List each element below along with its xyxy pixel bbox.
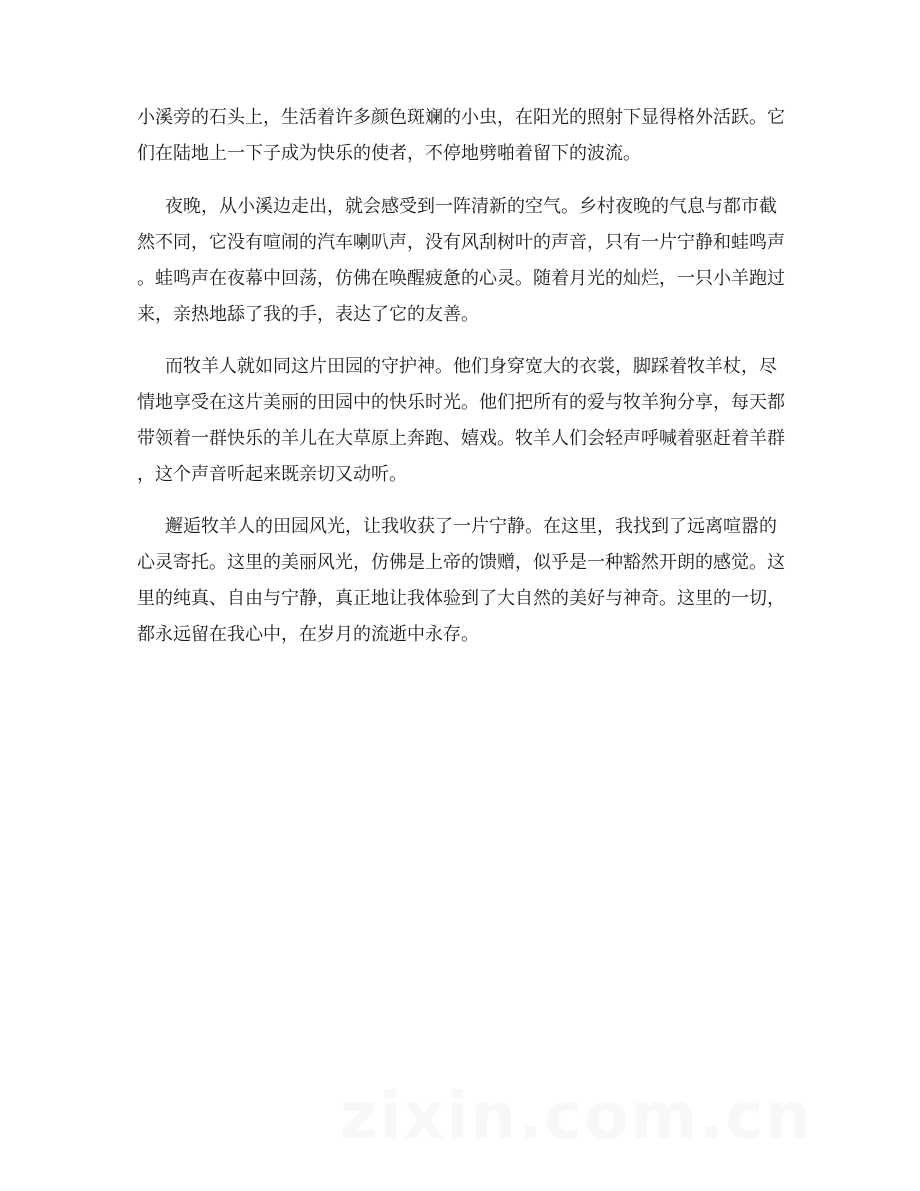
paragraph-line: 。蛙鸣声在夜幕中回荡，仿佛在唤醒疲惫的心灵。随着月光的灿烂，一只小羊跑过 bbox=[137, 268, 785, 289]
paragraph-line: 小溪旁的石头上，生活着许多颜色斑斓的小虫，在阳光的照射下显得格外活跃。它 bbox=[137, 107, 785, 128]
paragraph-line: 来，亲热地舔了我的手，表达了它的友善。 bbox=[137, 304, 479, 325]
paragraph-line: 邂逅牧羊人的田园风光，让我收获了一片宁静。在这里，我找到了远离喧嚣的 bbox=[165, 516, 777, 537]
paragraph-line: 都永远留在我心中，在岁月的流逝中永存。 bbox=[137, 624, 479, 645]
paragraph-line: 心灵寄托。这里的美丽风光，仿佛是上帝的馈赠，似乎是一种豁然开朗的感觉。这 bbox=[137, 552, 785, 573]
paragraph-line: 情地享受在这片美丽的田园中的快乐时光。他们把所有的爱与牧羊狗分享，每天都 bbox=[137, 392, 785, 413]
paragraph-line: 里的纯真、自由与宁静，真正地让我体验到了大自然的美好与神奇。这里的一切， bbox=[137, 588, 785, 609]
paragraph-line: ，这个声音听起来既亲切又动听。 bbox=[137, 464, 407, 485]
paragraph-line: 们在陆地上一下子成为快乐的使者，不停地劈啪着留下的波流。 bbox=[137, 143, 641, 164]
paragraph-line: 而牧羊人就如同这片田园的守护神。他们身穿宽大的衣裳，脚踩着牧羊杖，尽 bbox=[165, 356, 777, 377]
watermark: zixin.com.cn bbox=[340, 1080, 813, 1154]
paragraph-line: 带领着一群快乐的羊儿在大草原上奔跑、嬉戏。牧羊人们会轻声呼喊着驱赶着羊群 bbox=[137, 428, 785, 449]
paragraph-line: 夜晚，从小溪边走出，就会感受到一阵清新的空气。乡村夜晚的气息与都市截 bbox=[165, 196, 777, 217]
paragraph-line: 然不同，它没有喧闹的汽车喇叭声，没有风刮树叶的声音，只有一片宁静和蛙鸣声 bbox=[137, 232, 785, 253]
